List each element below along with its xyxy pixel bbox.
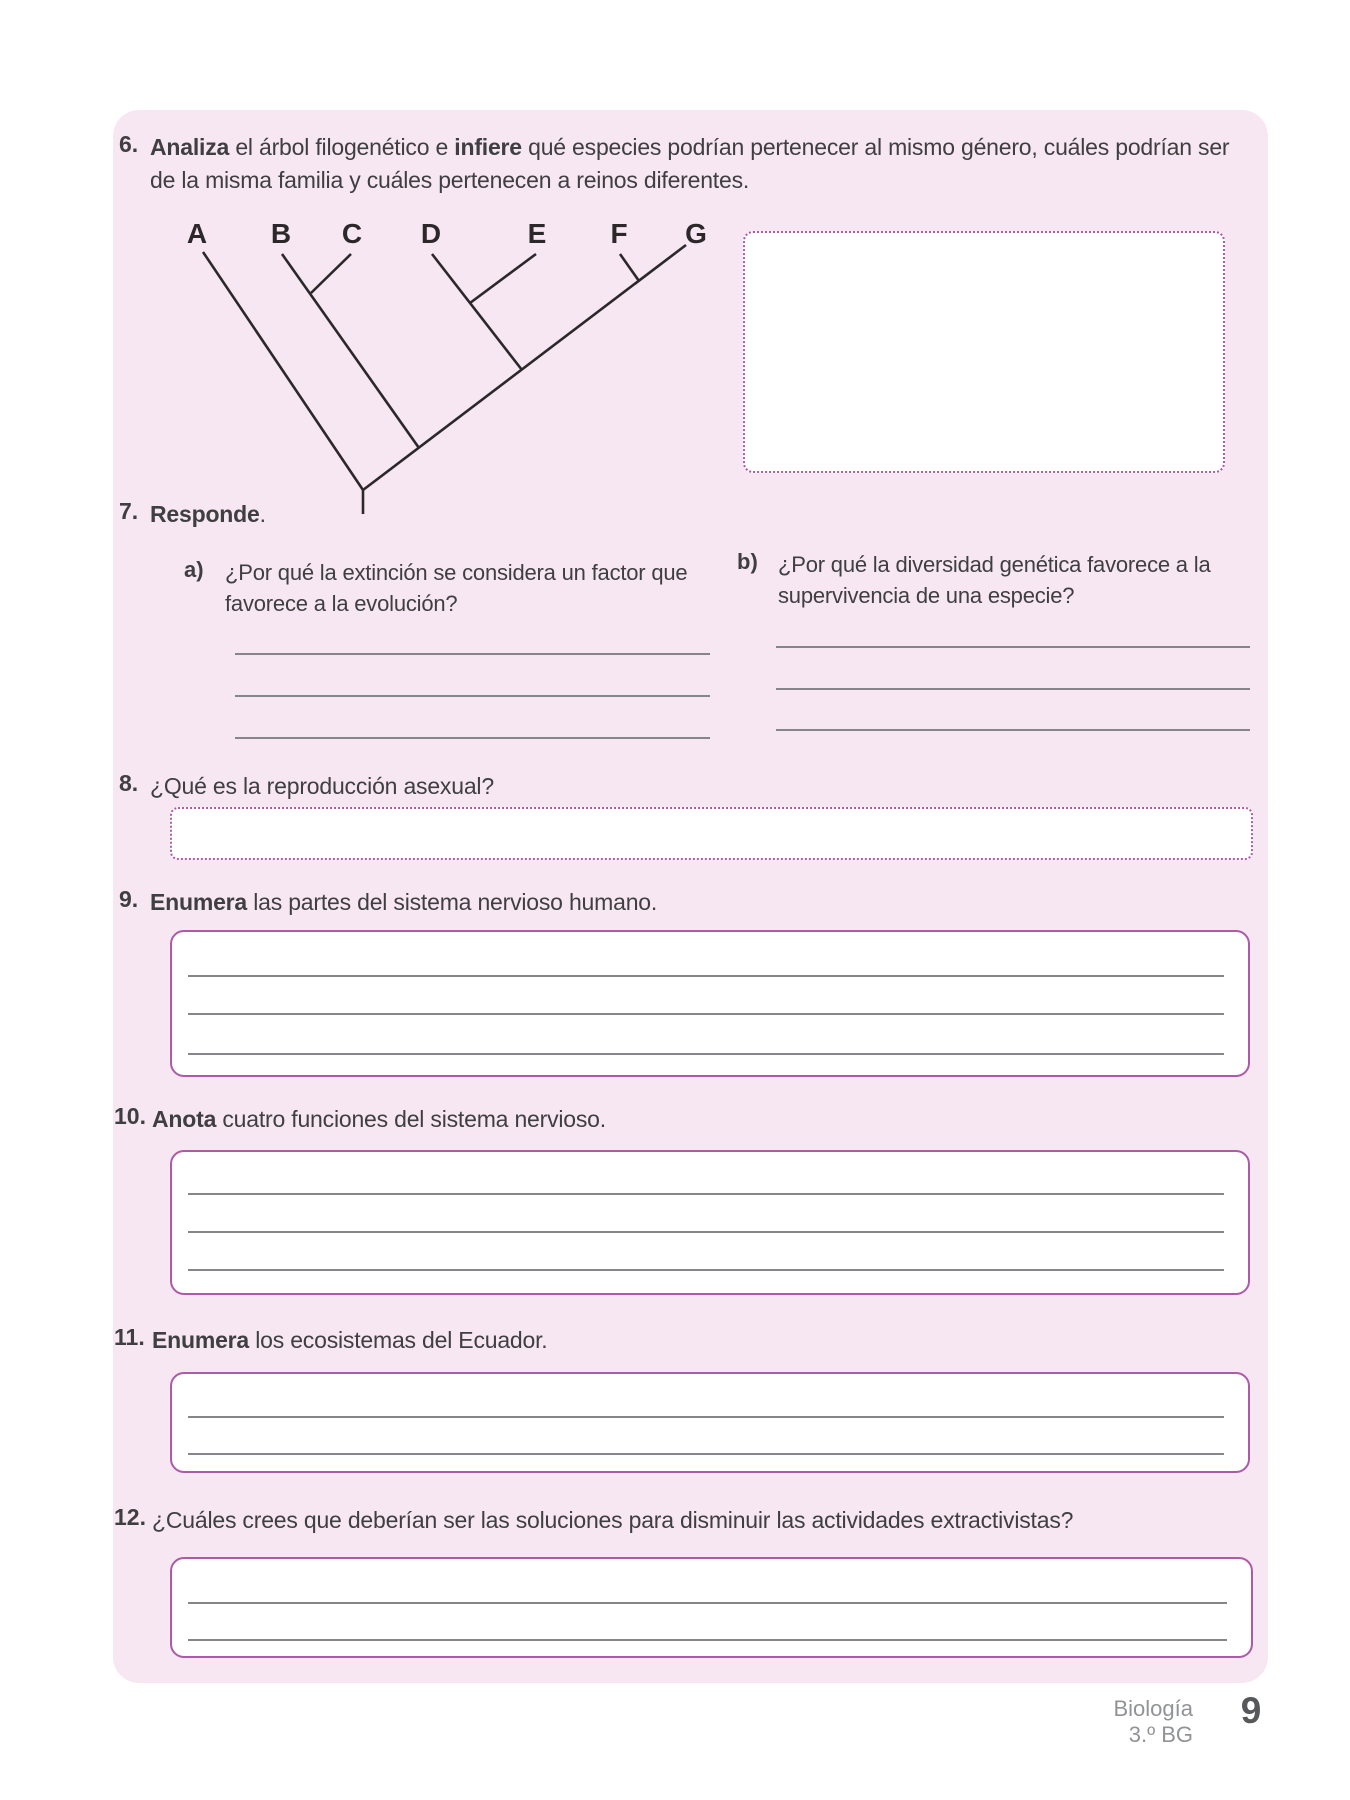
tree-branch-c — [311, 254, 351, 293]
phylogenetic-tree — [140, 190, 760, 530]
question-7b-label: b) — [737, 549, 758, 574]
question-9-text: Enumera las partes del sistema nervioso humano. — [150, 889, 658, 915]
answer-line — [188, 1193, 1224, 1195]
tree-branch-e — [470, 254, 536, 303]
tree-branch-a — [203, 252, 363, 490]
answer-line — [188, 1269, 1224, 1271]
question-6-text: Analiza el árbol filogenético e infiere qué especies podrían pertenecer al mismo género, cuáles podrían ser de la misma familia y cuáles pertenecen a reinos diferentes. — [150, 134, 1230, 193]
question-10-number: 10. — [114, 1103, 146, 1129]
tree-tip-label-a: A — [186, 218, 208, 249]
page-number: 9 — [1240, 1690, 1262, 1731]
answer-line — [235, 653, 710, 655]
tree-branch-f — [620, 254, 639, 281]
question-7a-label: a) — [184, 557, 204, 582]
answer-line — [188, 1602, 1227, 1604]
question-7b-text: ¿Por qué la diversidad genética favorece a la supervivencia de una especie? — [778, 552, 1211, 608]
footer-grade: 3.º BG — [1128, 1722, 1193, 1747]
question-12-number: 12. — [114, 1504, 146, 1530]
tree-tip-label-b: B — [270, 218, 292, 249]
tree-tip-label-f: F — [610, 218, 628, 249]
tree-backbone — [363, 245, 686, 490]
answer-line — [776, 646, 1250, 648]
tree-tip-label-d: D — [420, 218, 442, 249]
answer-box-q8[interactable] — [170, 807, 1253, 860]
answer-line — [776, 688, 1250, 690]
answer-line — [188, 1231, 1224, 1233]
tree-branch-d — [432, 254, 522, 370]
question-11-text: Enumera los ecosistemas del Ecuador. — [152, 1327, 548, 1353]
answer-line — [188, 975, 1224, 977]
answer-box-q9[interactable] — [170, 930, 1250, 1077]
answer-line — [188, 1416, 1224, 1418]
answer-line — [235, 737, 710, 739]
answer-line — [188, 1013, 1224, 1015]
question-6-number: 6. — [119, 131, 139, 157]
question-7-title: Responde. — [150, 501, 266, 527]
answer-box-q12[interactable] — [170, 1557, 1253, 1658]
tree-tip-label-c: C — [341, 218, 363, 249]
answer-line — [235, 695, 710, 697]
question-7-number: 7. — [119, 498, 139, 524]
footer-course-info — [1000, 1696, 1193, 1748]
answer-line — [188, 1639, 1227, 1641]
answer-box-q10[interactable] — [170, 1150, 1250, 1295]
question-12-text: ¿Cuáles crees que deberían ser las soluciones para disminuir las actividades extractivistas? — [152, 1507, 1074, 1533]
question-7a-text: ¿Por qué la extinción se considera un factor que favorece a la evolución? — [225, 560, 688, 616]
question-8-text: ¿Qué es la reproducción asexual? — [150, 773, 494, 799]
answer-box-q11[interactable] — [170, 1372, 1250, 1473]
answer-line — [188, 1053, 1224, 1055]
question-9-number: 9. — [119, 886, 139, 912]
footer-subject: Biología — [1113, 1696, 1193, 1721]
question-6-verb-infiere: infiere — [454, 134, 522, 160]
answer-line — [776, 729, 1250, 731]
answer-line — [188, 1453, 1224, 1455]
question-6-verb-analiza: Analiza — [150, 134, 230, 160]
tree-tip-label-g: G — [685, 218, 707, 249]
question-11-number: 11. — [114, 1324, 145, 1350]
question-8-number: 8. — [119, 770, 139, 796]
answer-box-q6[interactable] — [743, 231, 1225, 473]
tree-branch-b — [282, 254, 419, 448]
tree-tip-label-e: E — [527, 218, 547, 249]
question-10-text: Anota cuatro funciones del sistema nervioso. — [152, 1106, 606, 1132]
